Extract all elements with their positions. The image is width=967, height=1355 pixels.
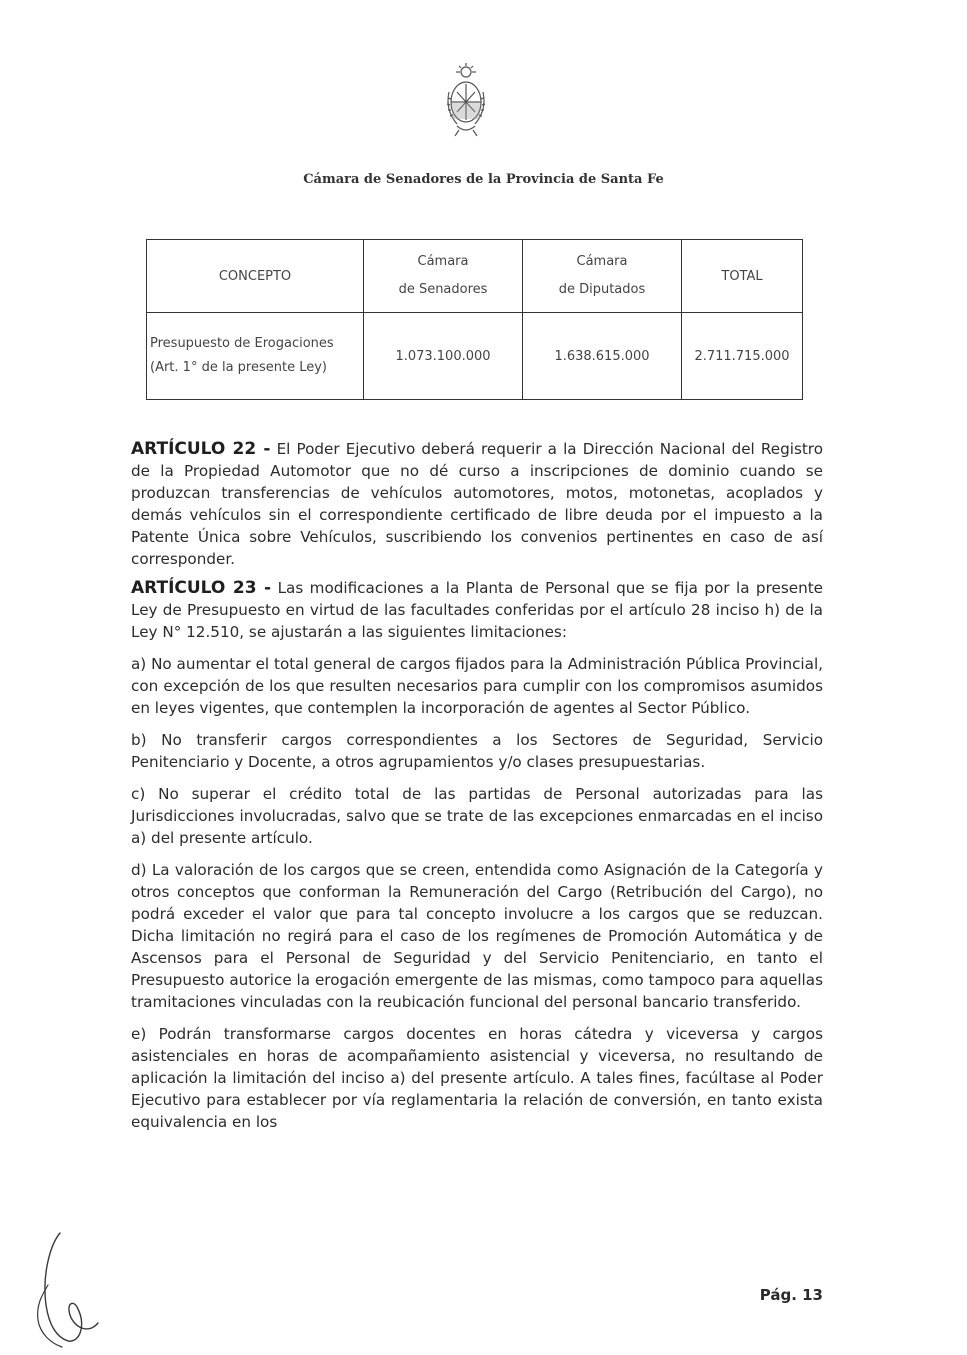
cell-deputies-amount: 1.638.615.000 — [523, 313, 682, 400]
article-23-item-b: b) No transferir cargos correspondientes a los Sectores de Seguridad, Servicio Penitenciario y Docente, a otros agrupamientos y/o clases presupuestarias. — [131, 731, 823, 771]
coat-of-arms-seal — [443, 62, 489, 138]
column-header-total: TOTAL — [682, 240, 803, 313]
column-header-senate: Cámara de Senadores — [364, 240, 523, 313]
article-23 — [131, 577, 823, 643]
page-number: Pág. 13 — [759, 1286, 823, 1304]
article-23-item-d: d) La valoración de los cargos que se creen, entendida como Asignación de la Categoría y otros conceptos que conforman la Remuneración del Cargo (Retribución del Cargo), no podrá exceder el valor que para tal concepto involucre a los cargos que se reduzcan. Dicha limitación no regirá para el caso de los regímenes de Promoción Automática y de Ascensos para el Personal de Seguridad y del Servicio Penitenciario, en tanto el Presupuesto autorice la erogación emergente de las mismas, como tampoco para aquellas tramitaciones vinculadas con la reubicación funcional del personal bancario transferido. — [131, 861, 823, 1011]
article-23-item-e: e) Podrán transformarse cargos docentes en horas cátedra y viceversa y cargos asistenciales en horas de acompañamiento asistencial y viceversa, no resultando de aplicación la limitación del inciso a) del presente artículo. A tales fines, facúltase al Poder Ejecutivo para establecer por vía reglamentaria la relación de conversión, en tanto exista equivalencia en los — [131, 1025, 823, 1131]
table-row — [147, 313, 803, 400]
table-header-row — [147, 240, 803, 313]
article-22 — [131, 438, 823, 570]
column-header-deputies: Cámara de Diputados — [523, 240, 682, 313]
article-23-item-a: a) No aumentar el total general de cargos fijados para la Administración Pública Provincial, con excepción de los que resulten necesarios para cumplir con los compromisos asumidos en leyes vigentes, que contemplen la incorporación de agentes al Sector Público. — [131, 655, 823, 717]
article-23-text: Las modificaciones a la Planta de Personal que se fija por la presente Ley de Presupuesto en virtud de las facultades conferidas por el artículo 28 inciso h) de la Ley N° 12.510, se ajustarán a las siguientes limitaciones: — [131, 579, 824, 641]
budget-table — [146, 239, 803, 400]
document-body — [131, 438, 823, 1143]
article-22-label: ARTÍCULO 22 - — [131, 439, 271, 459]
article-23-item-c: c) No superar el crédito total de las partidas de Personal autorizadas para las Jurisdicciones involucradas, salvo que se trate de las excepciones enmarcadas en el inciso a) del presente artículo. — [131, 785, 823, 847]
institution-header: Cámara de Senadores de la Provincia de Santa Fe — [303, 172, 664, 187]
article-23-label: ARTÍCULO 23 - — [131, 578, 272, 598]
cell-total-amount: 2.711.715.000 — [682, 313, 803, 400]
cell-senate-amount: 1.073.100.000 — [364, 313, 523, 400]
cell-concept: Presupuesto de Erogaciones (Art. 1° de la presente Ley) — [147, 313, 364, 400]
handwritten-signature — [20, 1225, 100, 1350]
article-22-text: El Poder Ejecutivo deberá requerir a la Dirección Nacional del Registro de la Propiedad Automotor que no dé curso a inscripciones de dominio cuando se produzcan transferencias de vehículos automotores, motos, motonetas, acoplados y demás vehículos sin el correspondiente certificado de libre deuda por el impuesto a la Patente Única sobre Vehículos, suscribiendo los convenios pertinentes en caso de así corresponder. — [131, 440, 824, 568]
column-header-concept: CONCEPTO — [147, 240, 364, 313]
